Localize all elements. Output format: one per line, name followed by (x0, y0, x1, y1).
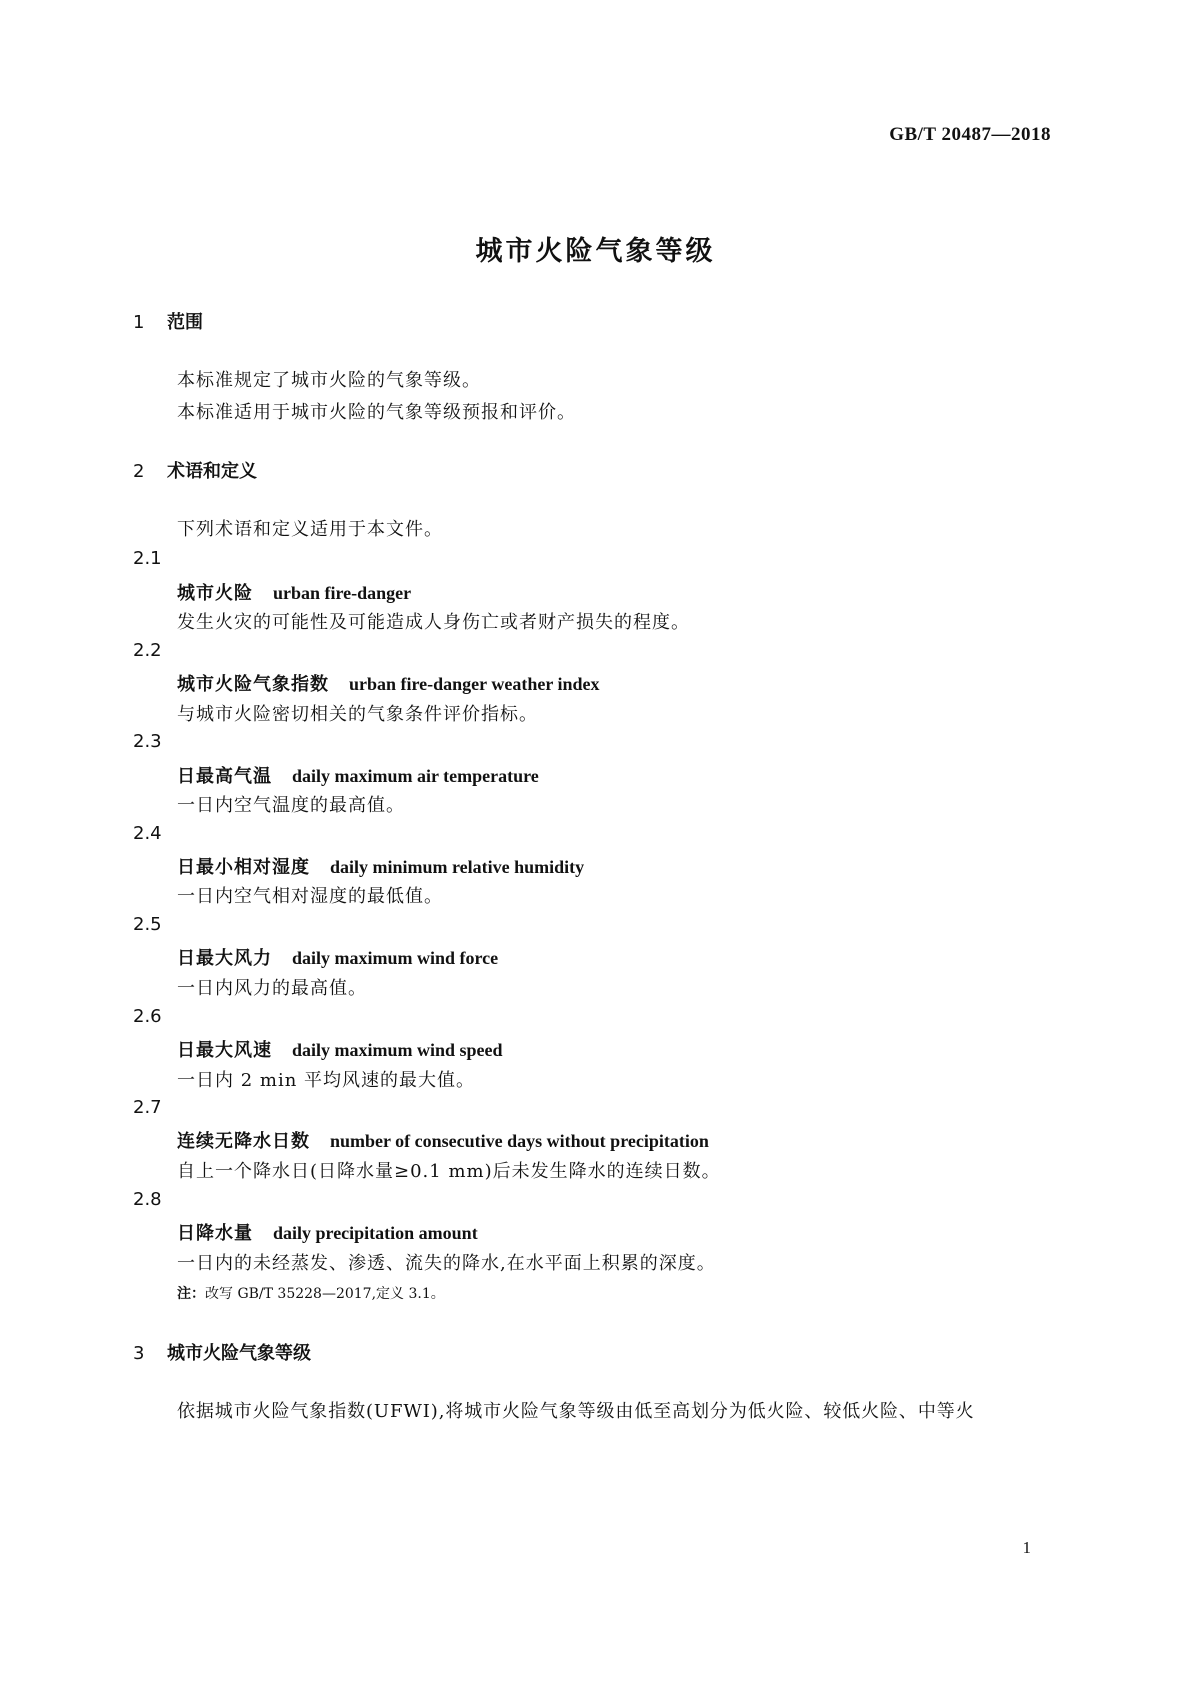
term-chinese: 日最大风力 (177, 948, 272, 969)
term-heading (177, 1036, 503, 1062)
note-label: 注： (177, 1286, 205, 1302)
term-number: 2.1 (133, 548, 162, 569)
page-number: 1 (1022, 1538, 1031, 1557)
term-number: 2.8 (133, 1189, 162, 1210)
term-english: daily maximum wind speed (292, 1040, 503, 1060)
paragraph: 本标准适用于城市火险的气象等级预报和评价。 (177, 402, 576, 423)
term-definition: 一日内 2 min 平均风速的最大值。 (177, 1070, 476, 1091)
term-heading (177, 853, 584, 879)
section-number: 1 (133, 312, 145, 333)
term-heading (177, 762, 539, 788)
term-chinese: 日最小相对湿度 (177, 857, 310, 878)
note (177, 1283, 445, 1303)
document-title: 城市火险气象等级 (475, 236, 716, 267)
term-english: urban fire-danger (273, 583, 412, 603)
section-number: 3 (133, 1343, 145, 1364)
term-number: 2.5 (133, 914, 162, 935)
term-definition: 自上一个降水日(日降水量≥0.1 mm)后未发生降水的连续日数。 (177, 1161, 721, 1182)
paragraph: 下列术语和定义适用于本文件。 (177, 519, 443, 540)
section-3-heading (133, 1339, 311, 1365)
term-number: 2.7 (133, 1097, 162, 1118)
section-title: 范围 (167, 312, 203, 333)
term-heading (177, 944, 498, 970)
term-heading (177, 579, 411, 605)
term-heading (177, 670, 600, 696)
term-definition: 一日内空气温度的最高值。 (177, 795, 405, 816)
term-english: urban fire-danger weather index (349, 674, 600, 694)
term-definition: 发生火灾的可能性及可能造成人身伤亡或者财产损失的程度。 (177, 612, 690, 633)
term-chinese: 日降水量 (177, 1223, 253, 1244)
term-number: 2.6 (133, 1006, 162, 1027)
term-chinese: 连续无降水日数 (177, 1131, 310, 1152)
term-number: 2.3 (133, 731, 162, 752)
term-chinese: 日最高气温 (177, 766, 272, 787)
term-definition: 一日内的未经蒸发、渗透、流失的降水,在水平面上积累的深度。 (177, 1253, 716, 1274)
term-definition: 与城市火险密切相关的气象条件评价指标。 (177, 704, 538, 725)
term-chinese: 城市火险气象指数 (177, 674, 329, 695)
section-title: 城市火险气象等级 (167, 1343, 311, 1364)
note-text: 改写 GB/T 35228—2017,定义 3.1。 (205, 1286, 445, 1302)
section-1-heading (133, 308, 203, 334)
term-number: 2.2 (133, 640, 162, 661)
term-english: daily maximum wind force (292, 948, 499, 968)
term-english: number of consecutive days without precipitation (330, 1131, 709, 1151)
term-number: 2.4 (133, 823, 162, 844)
section-title: 术语和定义 (167, 461, 257, 482)
term-english: daily maximum air temperature (292, 766, 539, 786)
standard-code: GB/T 20487—2018 (889, 124, 1051, 145)
term-chinese: 城市火险 (177, 583, 253, 604)
term-definition: 一日内空气相对湿度的最低值。 (177, 886, 443, 907)
section-2-heading (133, 457, 257, 483)
paragraph: 本标准规定了城市火险的气象等级。 (177, 370, 481, 391)
section-number: 2 (133, 461, 145, 482)
paragraph: 依据城市火险气象指数(UFWI),将城市火险气象等级由低至高划分为低火险、较低火险、中等火 (177, 1401, 975, 1422)
term-english: daily minimum relative humidity (330, 857, 585, 877)
term-definition: 一日内风力的最高值。 (177, 978, 367, 999)
term-heading (177, 1127, 709, 1153)
term-heading (177, 1219, 478, 1245)
term-chinese: 日最大风速 (177, 1040, 272, 1061)
term-english: daily precipitation amount (273, 1223, 478, 1243)
